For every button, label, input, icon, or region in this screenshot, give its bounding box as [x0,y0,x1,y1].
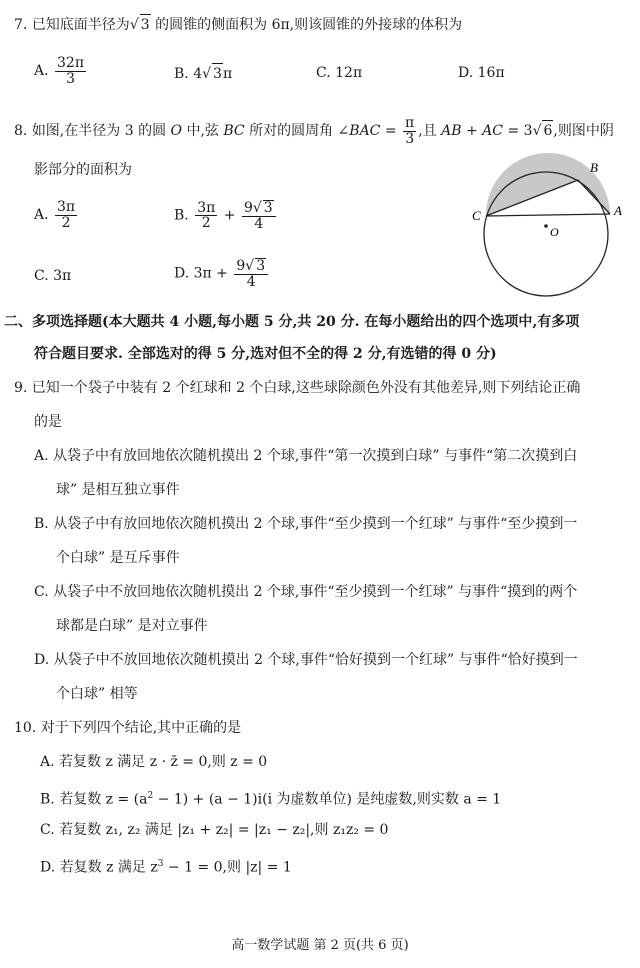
option-text: D. 若复数 z 满足 z [40,859,158,876]
numerator [242,200,276,217]
denominator: 3 [405,130,415,147]
option-text: C. 从袋子中不放回地依次随机摸出 2 个球,事件“至少摸到一个红球” 与事件“摸到的两个 [34,584,578,600]
footer-text: 高一数学试题 第 2 页(共 6 页) [231,938,409,953]
q9-option-c-cont [56,616,208,636]
denominator: 2 [61,214,71,231]
plus: + [223,207,236,224]
q7-text-a: 已知底面半径为 [31,17,130,33]
q8-text-c: 所对的圆周角 ∠ [249,123,350,140]
option-text: A. 从袋子中有放回地依次随机摸出 2 个球,事件“第一次摸到白球” 与事件“第二次摸到白 [34,448,578,464]
q10-option-b [40,786,501,810]
q8-option-d [174,258,270,289]
label-c: C [472,208,481,223]
label-b: B [590,160,598,175]
option-label: A. [34,63,49,80]
q8-option-a [34,200,79,230]
pi: π [222,66,233,82]
numerator: π [405,115,415,131]
q9-option-b [34,514,577,534]
q8-circle-o: O [170,123,183,140]
q10-text: 10. 对于下列四个结论,其中正确的是 [14,720,242,736]
equals: = [384,123,397,140]
option-text: 个白球” 相等 [56,686,138,702]
q7-text-c: ,则该圆锥的外接球的体积为 [289,17,463,33]
q9-text: 的是 [34,414,62,430]
numerator: 3π [57,199,76,215]
option-value: 12π [335,65,363,81]
q8-stem-line2 [34,160,132,180]
fraction [55,56,86,86]
label-a: A [614,203,622,218]
sqrt-sign: √ [129,17,139,33]
q7-value: 6π [271,17,290,33]
coef: 9 [236,258,246,274]
option-label: A. [34,207,49,224]
q8-stem [14,116,614,146]
q9-option-c [34,582,577,602]
q9-stem [14,378,580,398]
option-text: 球都是白球” 是对立事件 [56,618,208,634]
q7-option-a [34,56,88,86]
q9-text: 9. 已知一个袋子中装有 2 个红球和 2 个白球,这些球除颜色外没有其他差异,则下列结论正确 [14,380,581,396]
option-label: D. 3π + [174,265,228,282]
numerator: 3π [197,199,216,216]
q8-angle-bac: BAC [349,123,381,140]
option-text: 个白球” 是互斥事件 [56,550,180,566]
q8-number: 8. [14,123,28,140]
section2-heading-line2 [34,344,497,364]
sqrt-sign: √ [245,258,255,274]
q9-option-b-cont [56,548,180,568]
sqrt-arg: 3 [212,63,223,84]
page-footer [0,934,640,953]
sqrt-arg: 3 [263,200,273,216]
superscript: 3 [157,859,164,869]
q8-chord-bc: BC [223,123,245,140]
fraction [195,201,217,231]
q9-stem-line2 [34,412,62,432]
q8-text: 影部分的面积为 [34,162,132,178]
section2-line2: 符合题目要求. 全部选对的得 5 分,选对但不全的得 2 分,有选错的得 0 分) [34,346,497,362]
option-text: A. 若复数 z 满足 z · z̄ = 0,则 z = 0 [40,754,268,770]
q7-number: 7. [14,17,28,33]
q7-stem [14,14,462,35]
coef: 9 [243,200,253,216]
sqrt-sign: √ [532,123,542,140]
sqrt-arg: 3 [256,258,266,274]
q7-option-d [458,63,505,83]
equals: = 3 [507,123,533,140]
q7-sqrt-arg: 3 [140,14,151,35]
fraction [242,200,276,231]
superscript: 2 [147,791,154,801]
q7-text-b: 的圆锥的侧面积为 [155,17,268,33]
option-label: D. [458,65,474,81]
option-label: B. [174,66,189,82]
q8-option-b [174,200,278,231]
q8-ab-ac: AB + AC [441,123,504,140]
option-label: C. [316,65,331,81]
sqrt-arg: 6 [542,120,553,141]
fraction [234,258,268,289]
q10-stem [14,718,241,738]
option-text: − 1) + (a − 1)i(i 为虚数单位) 是纯虚数,则实数 a = 1 [153,791,502,808]
denominator: 4 [254,215,264,232]
q8-text-b: 中,弦 [186,123,219,140]
option-text: B. 从袋子中有放回地依次随机摸出 2 个球,事件“至少摸到一个红球” 与事件“至少摸到一 [34,516,578,532]
center-dot [544,224,548,228]
option-text: C. 若复数 z₁, z₂ 满足 |z₁ + z₂| = |z₁ − z₂|,则 z₁z₂ = 0 [40,822,389,838]
q10-option-a [40,752,267,772]
q9-option-d [34,650,578,670]
option-text: B. 若复数 z = (a [40,791,148,808]
q8-option-c [34,266,71,286]
q8-text-d: ,且 [418,123,437,140]
q9-option-d-cont [56,684,138,704]
numerator: 32π [57,55,85,71]
chord-ca [486,214,610,216]
q9-option-a [34,446,577,466]
denominator: 4 [246,273,256,290]
q9-option-a-cont [56,480,180,500]
option-text: D. 从袋子中不放回地依次随机摸出 2 个球,事件“恰好摸到一个红球” 与事件“恰好摸到一 [34,652,578,668]
option-text: − 1 = 0,则 |z| = 1 [163,859,292,876]
q7-option-b [174,63,232,84]
q8-text-a: 如图,在半径为 3 的圆 [31,123,167,140]
fraction [55,200,77,230]
sqrt-sign: √ [202,66,212,82]
numerator [234,258,268,275]
q8-text-e: ,则图中阴 [553,123,614,140]
sqrt-sign: √ [252,200,262,216]
option-value: 4 [193,66,203,82]
section2-heading [4,312,579,332]
fraction [403,116,416,146]
denominator: 2 [201,215,211,232]
q10-option-d [40,854,292,878]
denominator: 3 [66,70,75,87]
option-label: B. [174,207,189,224]
q10-option-c [40,820,388,840]
option-text: 球” 是相互独立事件 [56,482,180,498]
label-o: O [550,225,559,239]
q8-figure [466,150,626,300]
section2-line1: 二、多项选择题(本大题共 4 小题,每小题 5 分,共 20 分. 在每小题给出的四个选项中,有多项 [4,314,580,330]
option-value: 16π [477,65,505,81]
q7-option-c [316,63,362,83]
option-text: C. 3π [34,268,72,284]
